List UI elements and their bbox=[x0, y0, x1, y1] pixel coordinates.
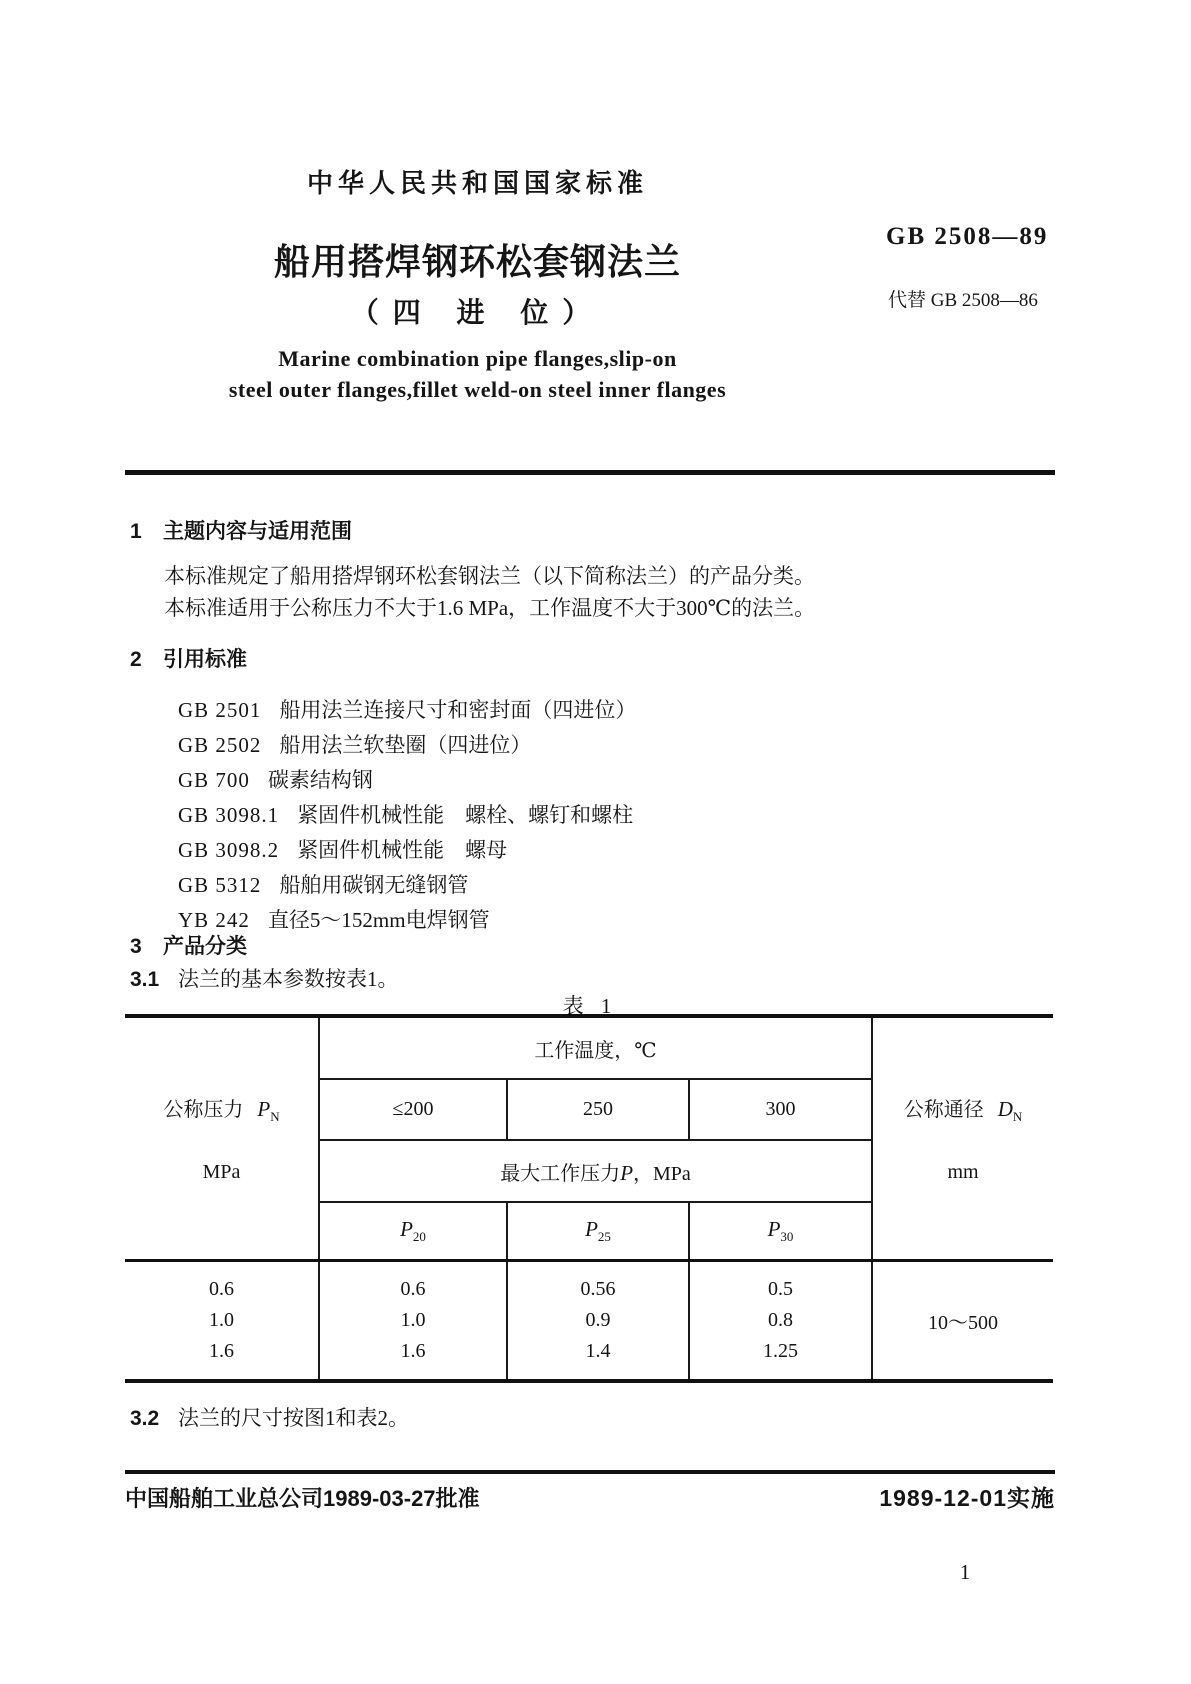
reference-title: 紧固件机械性能 螺栓、螺钉和螺柱 bbox=[297, 803, 634, 827]
clause-3-1 bbox=[130, 963, 399, 993]
reference-code: YB 242 bbox=[178, 908, 250, 932]
table-cell: 0.6 bbox=[400, 1278, 426, 1300]
temp-col-2: 250 bbox=[507, 1079, 689, 1140]
table-cell: 0.56 bbox=[580, 1278, 616, 1300]
approval-statement: 中国船舶工业总公司1989-03-27批准 bbox=[125, 1486, 480, 1511]
table-cell: 1.4 bbox=[585, 1340, 611, 1362]
reference-code: GB 700 bbox=[178, 768, 250, 792]
section-1-paragraph-2: 本标准适用于公称压力不大于1.6 MPa，工作温度不大于300℃的法兰。 bbox=[164, 596, 816, 620]
pressure-unit: MPa bbox=[202, 1161, 241, 1183]
table-cell: 1.0 bbox=[209, 1309, 234, 1331]
dn-range-cell: 10～500 bbox=[872, 1261, 1053, 1382]
temp-col-3: 300 bbox=[689, 1079, 872, 1140]
p20-values bbox=[319, 1261, 507, 1382]
table-max-pressure-header: 最大工作压力P，MPa bbox=[319, 1140, 872, 1202]
dn-header-line1: 公称通径 $D_N$ bbox=[903, 1097, 1023, 1124]
clause-3-2-number: 3.2 bbox=[130, 1407, 160, 1430]
table-cell: 0.6 bbox=[209, 1278, 234, 1300]
title-chinese: 船用搭焊钢环松套钢法兰 bbox=[273, 241, 681, 282]
section-2-number: 2 bbox=[130, 648, 142, 671]
footer-divider-rule bbox=[125, 1470, 1055, 1474]
reference-code: GB 3098.1 bbox=[178, 803, 280, 827]
max-pressure-symbol: P bbox=[620, 1160, 634, 1185]
dn-symbol: D bbox=[997, 1097, 1013, 1121]
section-2-heading bbox=[130, 643, 247, 673]
clause-3-2-text: 法兰的尺寸按图1和表2。 bbox=[178, 1406, 409, 1430]
table-temp-header: 工作温度，℃ bbox=[319, 1016, 872, 1079]
title-chinese-subtitle: （四 进 位） bbox=[350, 297, 605, 328]
table-cell: 0.8 bbox=[768, 1309, 793, 1331]
reference-code: GB 3098.2 bbox=[178, 838, 280, 862]
section-3-heading bbox=[130, 930, 247, 960]
header-divider-rule bbox=[125, 470, 1055, 475]
reference-item bbox=[178, 834, 507, 864]
reference-item bbox=[178, 764, 373, 794]
p30-header: $P_{30}$ bbox=[689, 1202, 872, 1261]
table-cell: 1.25 bbox=[763, 1340, 798, 1362]
table-cell: 0.5 bbox=[768, 1278, 793, 1300]
p30-values bbox=[689, 1261, 872, 1382]
reference-item bbox=[178, 694, 636, 724]
reference-code: GB 2502 bbox=[178, 733, 262, 757]
reference-code: GB 5312 bbox=[178, 873, 262, 897]
replaces-note: 代替 GB 2508—86 bbox=[888, 290, 1038, 311]
section-1-title: 主题内容与适用范围 bbox=[163, 520, 352, 543]
standard-code: GB 2508—89 bbox=[886, 223, 1049, 250]
reference-item bbox=[178, 729, 531, 759]
table-cell: 1.6 bbox=[209, 1340, 234, 1362]
section-1-heading bbox=[130, 515, 352, 545]
section-3-title: 产品分类 bbox=[163, 935, 247, 958]
table-cell: 1.6 bbox=[400, 1340, 426, 1362]
page-number: 1 bbox=[959, 1560, 971, 1584]
clause-3-2 bbox=[130, 1402, 409, 1432]
section-2-title: 引用标准 bbox=[163, 648, 247, 671]
reference-title: 船舶用碳钢无缝钢管 bbox=[279, 873, 469, 897]
p25-header: $P_{25}$ bbox=[507, 1202, 689, 1261]
p20-header: $P_{20}$ bbox=[400, 1217, 426, 1244]
reference-title: 紧固件机械性能 螺母 bbox=[297, 838, 508, 862]
title-english-line2: steel outer flanges,fillet weld-on steel inner flanges bbox=[228, 377, 727, 402]
section-3-number: 3 bbox=[130, 935, 142, 958]
reference-title: 船用法兰连接尺寸和密封面（四进位） bbox=[279, 698, 637, 722]
clause-3-1-number: 3.1 bbox=[130, 968, 160, 991]
clause-3-1-text: 法兰的基本参数按表1。 bbox=[178, 967, 399, 991]
temp-col-1: ≤200 bbox=[319, 1079, 507, 1140]
pn-values bbox=[125, 1261, 319, 1382]
table-col-pressure-header bbox=[125, 1016, 319, 1261]
table-cell: 0.9 bbox=[585, 1309, 611, 1331]
table-cell: 1.0 bbox=[400, 1309, 426, 1331]
pressure-header-line1: 公称压力 $P_N$ bbox=[163, 1097, 280, 1124]
reference-title: 船用法兰软垫圈（四进位） bbox=[279, 733, 532, 757]
p25-values bbox=[507, 1261, 689, 1382]
section-1-paragraph-1: 本标准规定了船用搭焊钢环松套钢法兰（以下简称法兰）的产品分类。 bbox=[164, 564, 815, 588]
implementation-date: 1989-12-01实施 bbox=[879, 1485, 1055, 1511]
title-english-line1: Marine combination pipe flanges,slip-on bbox=[278, 346, 677, 371]
dn-unit: mm bbox=[947, 1161, 979, 1183]
table-1-caption: 表 1 bbox=[562, 994, 618, 1018]
section-1-number: 1 bbox=[130, 520, 142, 543]
reference-code: GB 2501 bbox=[178, 698, 262, 722]
reference-title: 碳素结构钢 bbox=[267, 768, 373, 792]
table-1 bbox=[125, 1014, 1053, 1383]
reference-item bbox=[178, 799, 633, 829]
reference-item bbox=[178, 869, 468, 899]
national-standard-label: 中华人民共和国国家标准 bbox=[306, 168, 648, 198]
pressure-symbol: P bbox=[257, 1097, 271, 1121]
reference-title: 直径5～152mm电焊钢管 bbox=[267, 908, 490, 932]
table-col-dn-header bbox=[872, 1016, 1053, 1261]
